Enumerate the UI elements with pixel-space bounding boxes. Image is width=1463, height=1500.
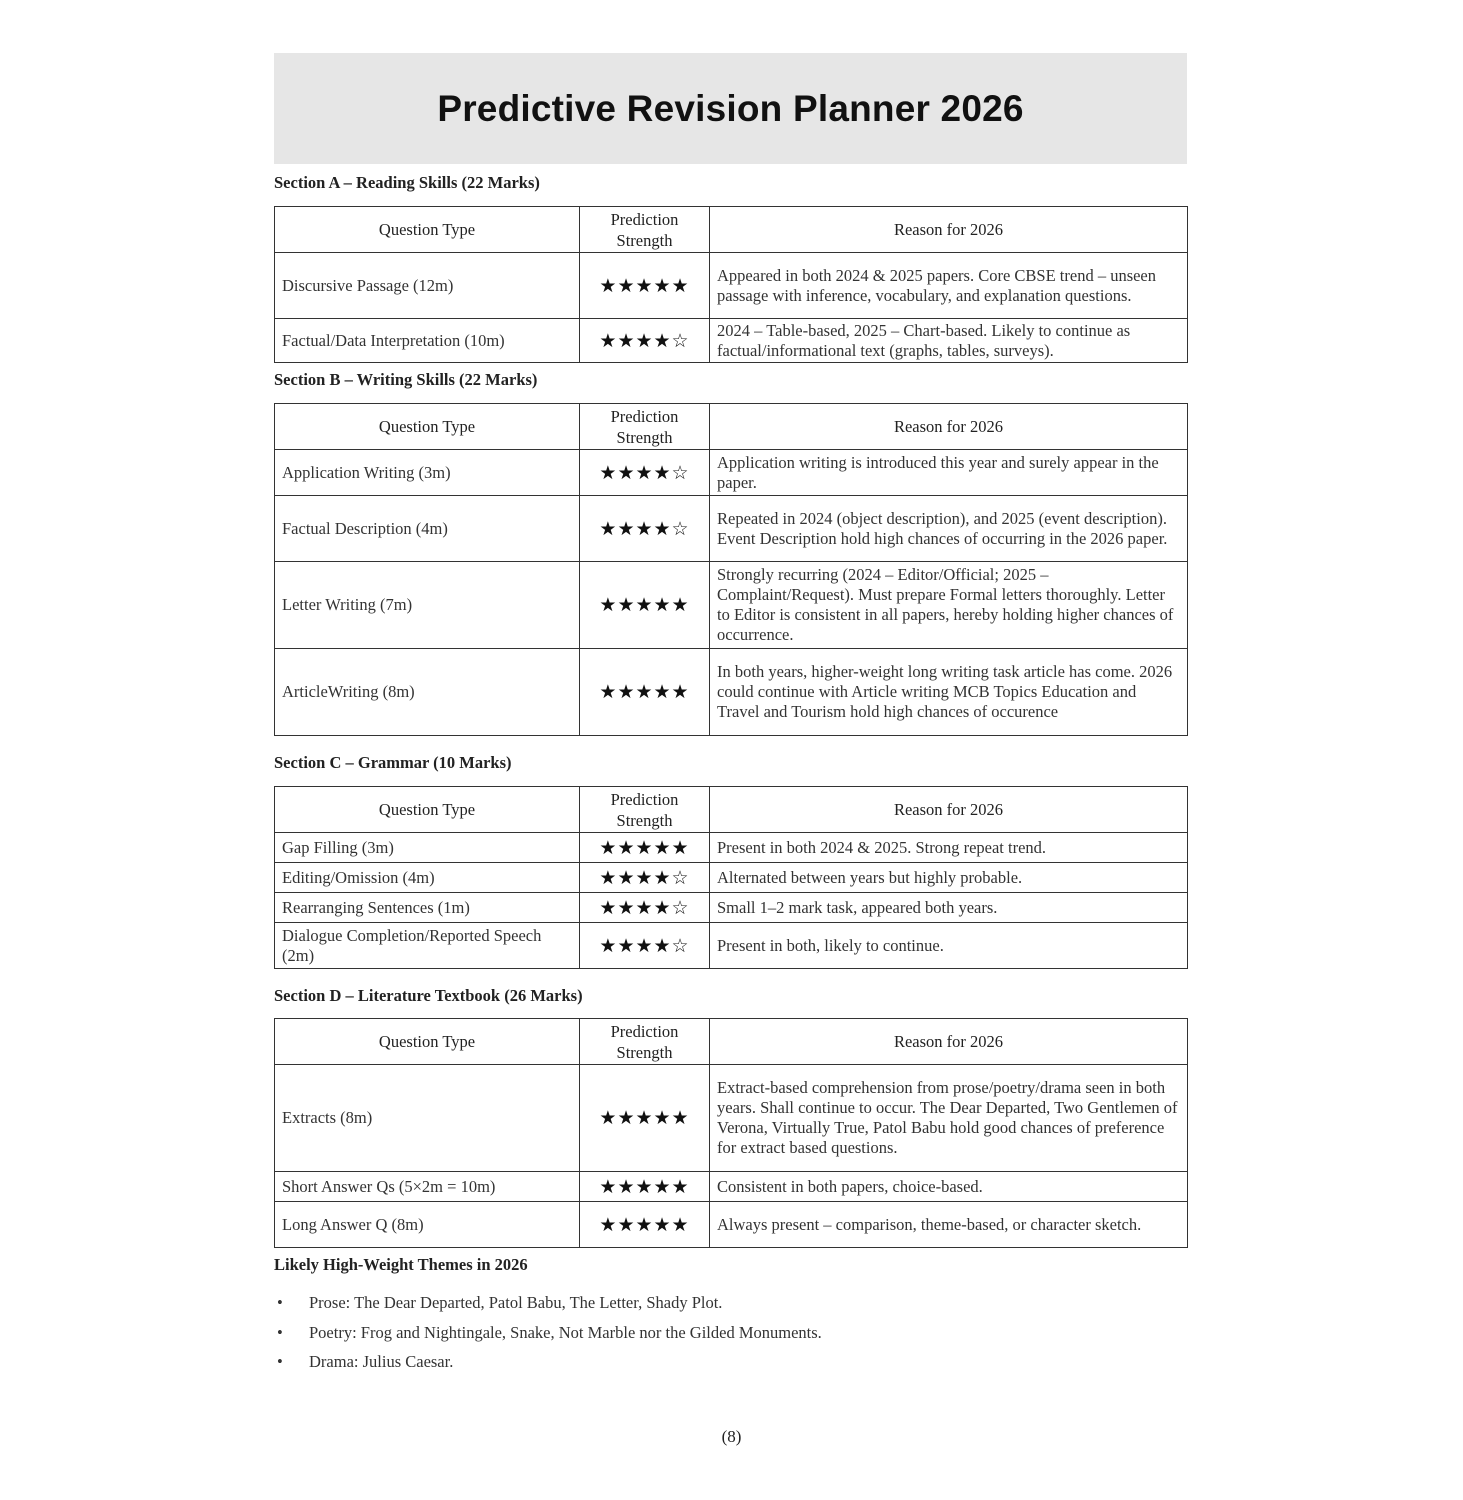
header-question-type: Question Type (275, 207, 580, 253)
question-type-cell: Editing/Omission (4m) (275, 863, 580, 893)
question-type-cell: Letter Writing (7m) (275, 562, 580, 649)
question-type-cell: Gap Filling (3m) (275, 833, 580, 863)
reason-cell: Repeated in 2024 (object description), and 2025 (event description). Event Description hold high chances of occurring in the 2026 paper. (710, 496, 1188, 562)
page-number: (8) (721, 1427, 742, 1446)
section-d-heading: Section D – Literature Textbook (26 Marks) (274, 986, 583, 1005)
title-band (274, 53, 1187, 164)
list-item (274, 1293, 822, 1313)
question-type-cell: Extracts (8m) (275, 1065, 580, 1172)
table-row (275, 923, 1188, 969)
section-c-table (274, 786, 1188, 969)
reason-cell: 2024 – Table-based, 2025 – Chart-based. Likely to continue as factual/informational text (graphs, tables, surveys). (710, 319, 1188, 363)
table-row (275, 1065, 1188, 1172)
table-row (275, 649, 1188, 736)
header-question-type: Question Type (275, 1019, 580, 1065)
question-type-cell: ArticleWriting (8m) (275, 649, 580, 736)
header-question-type: Question Type (275, 787, 580, 833)
section-d-table (274, 1018, 1188, 1248)
reason-cell: Consistent in both papers, choice-based. (710, 1172, 1188, 1202)
rating-stars: ★★★★☆ (580, 893, 710, 923)
question-type-cell: Rearranging Sentences (1m) (275, 893, 580, 923)
themes-heading: Likely High-Weight Themes in 2026 (274, 1255, 528, 1274)
table-row (275, 253, 1188, 319)
reason-cell: Extract-based comprehension from prose/poetry/drama seen in both years. Shall continue to occur. The Dear Departed, Two Gentlemen of Verona, Virtually True, Patol Babu hold good chances of preference for extract based questions. (710, 1065, 1188, 1172)
reason-cell: Always present – comparison, theme-based, or character sketch. (710, 1202, 1188, 1248)
page-title: Predictive Revision Planner 2026 (437, 87, 1024, 129)
reason-cell: Appeared in both 2024 & 2025 papers. Core CBSE trend – unseen passage with inference, vocabulary, and explanation questions. (710, 253, 1188, 319)
reason-cell: In both years, higher-weight long writing task article has come. 2026 could continue with Article writing MCB Topics Education and Travel and Tourism hold high chances of occurence (710, 649, 1188, 736)
header-prediction-strength: Prediction Strength (580, 787, 710, 833)
table-row (275, 833, 1188, 863)
header-prediction-strength: Prediction Strength (580, 1019, 710, 1065)
table-row (275, 863, 1188, 893)
rating-stars: ★★★★★ (580, 562, 710, 649)
reason-cell: Present in both 2024 & 2025. Strong repeat trend. (710, 833, 1188, 863)
table-row (275, 319, 1188, 363)
rating-stars: ★★★★★ (580, 833, 710, 863)
bullet-icon: • (277, 1352, 283, 1371)
rating-stars: ★★★★☆ (580, 496, 710, 562)
header-question-type: Question Type (275, 404, 580, 450)
table-row (275, 893, 1188, 923)
table-row (275, 1202, 1188, 1248)
rating-stars: ★★★★★ (580, 649, 710, 736)
table-row (275, 562, 1188, 649)
header-prediction-strength: Prediction Strength (580, 404, 710, 450)
section-c-heading: Section C – Grammar (10 Marks) (274, 753, 512, 772)
question-type-cell: Discursive Passage (12m) (275, 253, 580, 319)
table-row (275, 1172, 1188, 1202)
theme-text: Drama: Julius Caesar. (309, 1352, 454, 1371)
rating-stars: ★★★★☆ (580, 923, 710, 969)
question-type-cell: Factual Description (4m) (275, 496, 580, 562)
section-b-heading: Section B – Writing Skills (22 Marks) (274, 370, 538, 389)
themes-list (274, 1293, 822, 1382)
rating-stars: ★★★★☆ (580, 863, 710, 893)
question-type-cell: Factual/Data Interpretation (10m) (275, 319, 580, 363)
theme-text: Prose: The Dear Departed, Patol Babu, The Letter, Shady Plot. (309, 1293, 723, 1312)
rating-stars: ★★★★★ (580, 1202, 710, 1248)
table-row (275, 496, 1188, 562)
list-item (274, 1323, 822, 1343)
reason-cell: Present in both, likely to continue. (710, 923, 1188, 969)
header-prediction-strength: Prediction Strength (580, 207, 710, 253)
header-reason: Reason for 2026 (710, 1019, 1188, 1065)
rating-stars: ★★★★★ (580, 253, 710, 319)
rating-stars: ★★★★☆ (580, 450, 710, 496)
table-header-row (275, 787, 1188, 833)
section-b-table (274, 403, 1188, 736)
question-type-cell: Long Answer Q (8m) (275, 1202, 580, 1248)
rating-stars: ★★★★☆ (580, 319, 710, 363)
theme-text: Poetry: Frog and Nightingale, Snake, Not Marble nor the Gilded Monuments. (309, 1322, 822, 1342)
question-type-cell: Application Writing (3m) (275, 450, 580, 496)
reason-cell: Alternated between years but highly probable. (710, 863, 1188, 893)
reason-cell: Strongly recurring (2024 – Editor/Official; 2025 – Complaint/Request). Must prepare Formal letters thoroughly. Letter to Editor is consistent in all papers, hereby holding higher chances of occurrence. (710, 562, 1188, 649)
header-reason: Reason for 2026 (710, 207, 1188, 253)
section-a-table (274, 206, 1188, 363)
header-reason: Reason for 2026 (710, 787, 1188, 833)
rating-stars: ★★★★★ (580, 1065, 710, 1172)
rating-stars: ★★★★★ (580, 1172, 710, 1202)
bullet-icon: • (277, 1293, 283, 1312)
table-header-row (275, 1019, 1188, 1065)
reason-cell: Small 1–2 mark task, appeared both years. (710, 893, 1188, 923)
list-item (274, 1352, 822, 1372)
section-a-heading: Section A – Reading Skills (22 Marks) (274, 173, 540, 192)
table-row (275, 450, 1188, 496)
question-type-cell: Short Answer Qs (5×2m = 10m) (275, 1172, 580, 1202)
table-header-row (275, 404, 1188, 450)
header-reason: Reason for 2026 (710, 404, 1188, 450)
table-header-row (275, 207, 1188, 253)
reason-cell: Application writing is introduced this year and surely appear in the paper. (710, 450, 1188, 496)
question-type-cell: Dialogue Completion/Reported Speech (2m) (275, 923, 580, 969)
bullet-icon: • (277, 1322, 283, 1342)
